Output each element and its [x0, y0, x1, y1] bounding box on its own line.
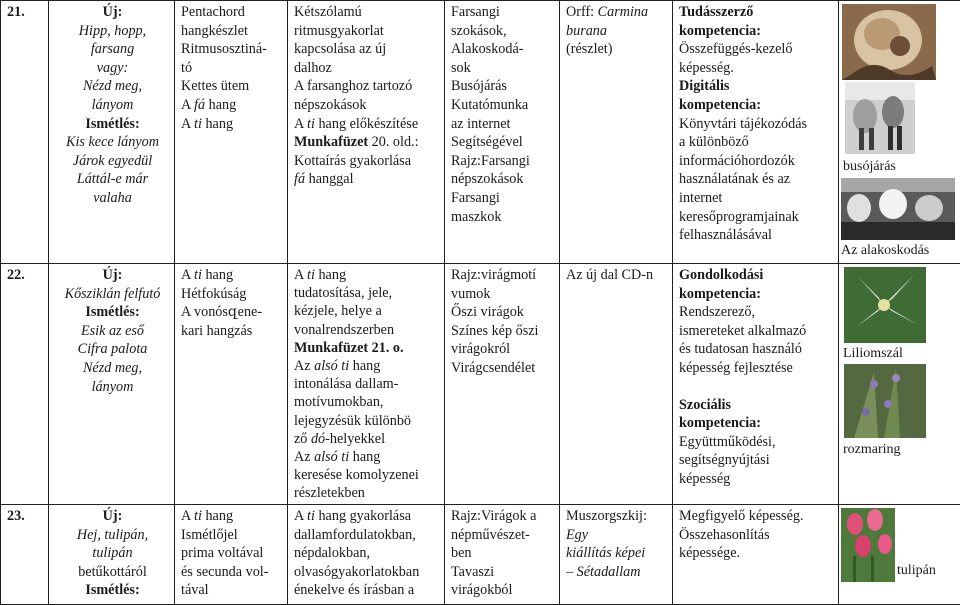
song-title: lányom — [55, 96, 170, 115]
activity-line: kézjele, helye a — [294, 302, 440, 320]
theory-cell — [175, 1, 288, 264]
competence-heading: Digitális — [679, 77, 834, 96]
competence-line: információhordozók — [679, 152, 834, 171]
listening-cell — [560, 264, 673, 505]
listening-line: burana — [566, 22, 668, 41]
activities-cell — [288, 505, 445, 605]
competence-line: használatának és az — [679, 170, 834, 189]
song-title: Járok egyedül — [55, 152, 170, 171]
theory-line: Kettes ütem — [181, 77, 283, 96]
competence-line: ismereteket alkalmazó — [679, 322, 834, 341]
activity-line: A farsanghoz tartozó — [294, 77, 440, 96]
listening-line: Egy — [566, 526, 668, 545]
competence-cell — [673, 505, 839, 605]
song-title: Hipp, hopp, — [55, 22, 170, 41]
activity-line: népdalokban, — [294, 544, 440, 563]
culture-line: népszokások — [451, 170, 555, 189]
competence-line: és tudatosan használó — [679, 340, 834, 359]
masquerade-crowd-photo — [841, 178, 955, 240]
activity-line: intonálása dallam- — [294, 375, 440, 393]
table-row — [1, 264, 960, 505]
listening-line: Orff: Carmina — [566, 3, 668, 22]
activity-line: keresése komolyzenei — [294, 466, 440, 484]
activity-line: dalhoz — [294, 59, 440, 78]
culture-line: Busójárás — [451, 77, 555, 96]
activity-line: A ti hang előkészítése — [294, 115, 440, 134]
culture-cell — [445, 264, 560, 505]
songs-cell — [49, 264, 175, 505]
competence-line: a különböző — [679, 133, 834, 152]
culture-line: sok — [451, 59, 555, 78]
theory-line: Ritmusosztiná- — [181, 40, 283, 59]
culture-line: szokások, — [451, 22, 555, 41]
competence-line: Megfigyelő képesség. — [679, 507, 834, 526]
listening-line: Az új dal CD-n — [566, 266, 668, 285]
competence-cell — [673, 264, 839, 505]
song-title: Esik az eső — [55, 322, 170, 341]
competence-line: képesség — [679, 470, 834, 489]
culture-line: Rajz:Virágok a — [451, 507, 555, 526]
activities-cell — [288, 1, 445, 264]
theory-line: A fá hang — [181, 96, 283, 115]
theory-cell — [175, 505, 288, 605]
culture-line: népművészet- — [451, 526, 555, 545]
culture-line: Segítségével — [451, 133, 555, 152]
activity-line: tudatosítása, jele, — [294, 284, 440, 302]
activity-line: kapcsolása az új — [294, 40, 440, 59]
competence-line: segítségnyújtási — [679, 451, 834, 470]
listening-line: – Sétadallam — [566, 563, 668, 582]
culture-line: Virágcsendélet — [451, 359, 555, 378]
competence-heading: Tudásszerző — [679, 3, 834, 22]
song-title: vagy: — [55, 59, 170, 78]
culture-line: ben — [451, 544, 555, 563]
theory-line: A ti hang — [181, 266, 283, 285]
culture-cell — [445, 505, 560, 605]
theory-line: Pentachord — [181, 3, 283, 22]
image-caption: Liliomszál — [843, 345, 958, 362]
image-caption: tulipán — [897, 562, 936, 579]
listening-line: (részlet) — [566, 40, 668, 59]
activity-line: ző dó-helyekkel — [294, 430, 440, 448]
table-row — [1, 505, 960, 605]
competence-heading: kompetencia: — [679, 96, 834, 115]
song-title: Kősziklán felfutó — [55, 285, 170, 304]
culture-line: Tavaszi — [451, 563, 555, 582]
competence-line: Könyvtári tájékozódás — [679, 115, 834, 134]
culture-line: vumok — [451, 285, 555, 304]
theory-line: kari hangzás — [181, 322, 283, 341]
theory-line: prima voltával — [181, 544, 283, 563]
activity-line: Kétszólamú — [294, 3, 440, 22]
image-caption: rozmaring — [843, 441, 958, 458]
activity-line: énekelve és írásban a — [294, 581, 440, 600]
competence-line: Együttműködési, — [679, 433, 834, 452]
images-cell — [839, 505, 960, 605]
activity-line: Az alsó ti hang — [294, 448, 440, 466]
competence-heading: Gondolkodási — [679, 266, 834, 285]
competence-heading: kompetencia: — [679, 22, 834, 41]
song-title: Kis kece lányom — [55, 133, 170, 152]
images-cell — [839, 1, 960, 264]
culture-line: virágokról — [451, 340, 555, 359]
culture-line: Rajz:Farsangi — [451, 152, 555, 171]
activity-line: Munkafüzet 20. old.: — [294, 133, 440, 152]
competence-heading: kompetencia: — [679, 285, 834, 304]
activity-line: részletekben — [294, 484, 440, 502]
competence-line: Rendszerező, — [679, 303, 834, 322]
activity-line: dallamfordulatokban, — [294, 526, 440, 545]
listening-cell — [560, 505, 673, 605]
culture-line: Színes kép őszi — [451, 322, 555, 341]
activity-line: lejegyzésük különbö — [294, 412, 440, 430]
song-title: tulipán — [55, 544, 170, 563]
tulip-photo — [841, 508, 895, 582]
competence-heading: Szociális — [679, 396, 834, 415]
table-row — [1, 1, 960, 264]
songs-cell — [49, 505, 175, 605]
busojaras-photo — [842, 4, 936, 80]
new-label: Új: — [55, 3, 170, 22]
competence-line: Összefüggés-kezelő — [679, 40, 834, 59]
culture-line: maszkok — [451, 208, 555, 227]
culture-line: Alakoskodá- — [451, 40, 555, 59]
theory-cell — [175, 264, 288, 505]
image-caption: busójárás — [843, 158, 958, 175]
new-label: Új: — [55, 507, 170, 526]
activity-line: A ti hang — [294, 266, 440, 284]
song-title: Nézd meg, — [55, 359, 170, 378]
listening-line: kiállítás képei — [566, 544, 668, 563]
competence-line: képesség. — [679, 59, 834, 78]
song-title: Nézd meg, — [55, 77, 170, 96]
competence-line: keresőprogramjainak — [679, 208, 834, 227]
song-title: valaha — [55, 189, 170, 208]
theory-line: A ti hang — [181, 115, 283, 134]
culture-line: Farsangi — [451, 3, 555, 22]
activities-cell — [288, 264, 445, 505]
songs-cell — [49, 1, 175, 264]
theory-line: tó — [181, 59, 283, 78]
repeat-label: Ismétlés: — [55, 581, 170, 600]
culture-line: Rajz:virágmotí — [451, 266, 555, 285]
theory-line: Hétfokúság — [181, 285, 283, 304]
theory-line: Ismétlőjel — [181, 526, 283, 545]
activity-line: Kottaírás gyakorlása — [294, 152, 440, 171]
lesson-number: 21. — [1, 1, 49, 264]
song-note: betűkottáról — [55, 563, 170, 582]
song-title: lányom — [55, 378, 170, 397]
song-title: Cifra palota — [55, 340, 170, 359]
song-title: farsang — [55, 40, 170, 59]
culture-line: Őszi virágok — [451, 303, 555, 322]
images-cell — [839, 264, 960, 505]
new-label: Új: — [55, 266, 170, 285]
image-caption: Az alakoskodás — [841, 242, 958, 259]
culture-line: Farsangi — [451, 189, 555, 208]
lesson-number: 22. — [1, 264, 49, 505]
theory-line: hangkészlet — [181, 22, 283, 41]
competence-cell — [673, 1, 839, 264]
activity-line: motívumokban, — [294, 393, 440, 411]
activity-line: Az alsó ti hang — [294, 357, 440, 375]
competence-heading: kompetencia: — [679, 414, 834, 433]
costume-figures-photo — [845, 82, 915, 154]
competence-line: internet — [679, 189, 834, 208]
activity-line: olvasógyakorlatokban — [294, 563, 440, 582]
activity-line: A ti hang gyakorlása — [294, 507, 440, 526]
lesson-number: 23. — [1, 505, 49, 605]
listening-cell — [560, 1, 673, 264]
competence-line: Összehasonlítás — [679, 526, 834, 545]
song-title: Láttál-e már — [55, 170, 170, 189]
theory-line: tával — [181, 581, 283, 600]
competence-line: felhasználásával — [679, 226, 834, 245]
culture-cell — [445, 1, 560, 264]
repeat-label: Ismétlés: — [55, 115, 170, 134]
culture-line: Kutatómunka — [451, 96, 555, 115]
theory-line: és secunda vol- — [181, 563, 283, 582]
competence-line: képessége. — [679, 544, 834, 563]
culture-line: virágokból — [451, 581, 555, 600]
lily-photo — [844, 267, 926, 343]
activity-line: ritmusgyakorlat — [294, 22, 440, 41]
competence-line: képesség fejlesztése — [679, 359, 834, 378]
theory-line: A vonósզene- — [181, 303, 283, 322]
activity-line: fá hanggal — [294, 170, 440, 189]
activity-line: vonalrendszerben — [294, 321, 440, 339]
theory-line: A ti hang — [181, 507, 283, 526]
song-title: Hej, tulipán, — [55, 526, 170, 545]
culture-line: az internet — [451, 115, 555, 134]
activity-line: Munkafüzet 21. o. — [294, 339, 440, 357]
listening-line: Muszorgszkij: — [566, 507, 668, 526]
activity-line: népszokások — [294, 96, 440, 115]
rosemary-photo — [844, 364, 926, 438]
repeat-label: Ismétlés: — [55, 303, 170, 322]
